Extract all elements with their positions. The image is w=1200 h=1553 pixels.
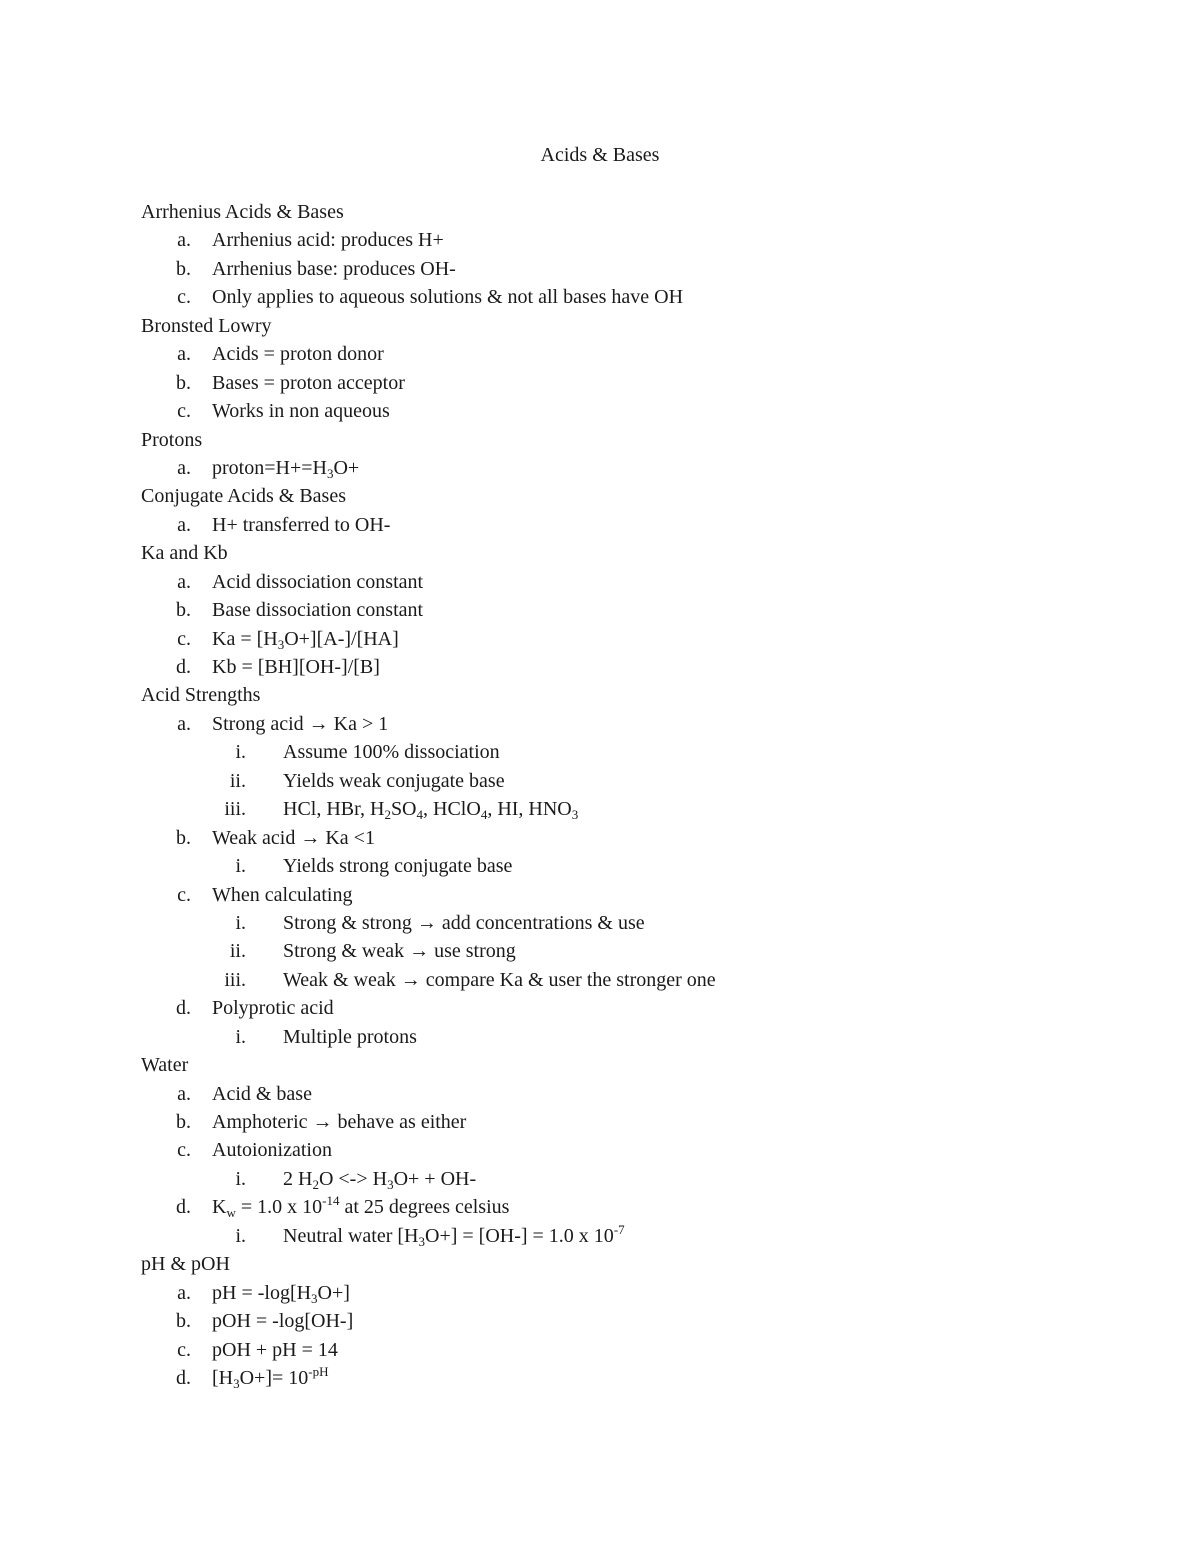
- list-item: [0, 340, 1200, 368]
- list-item-text: Base dissociation constant: [212, 599, 424, 622]
- text-run: , HI, HNO: [487, 798, 572, 821]
- list-item: [0, 1136, 1200, 1164]
- text-run: Ka = [H: [212, 627, 278, 650]
- list-marker: b.: [176, 1310, 191, 1333]
- list-item: [0, 881, 1200, 909]
- sub-list-item: [0, 937, 1200, 965]
- subscript: w: [226, 1205, 236, 1221]
- subscript: 3: [326, 465, 334, 481]
- subscript: 3: [277, 636, 285, 652]
- subscript: 3: [571, 807, 579, 823]
- list-item: [0, 1080, 1200, 1108]
- section-heading: Conjugate Acids & Bases: [141, 485, 346, 508]
- text-run: Neutral water [H: [283, 1224, 419, 1247]
- list-marker: a.: [177, 712, 191, 735]
- sub-list-item: [0, 852, 1200, 880]
- text-run: O <-> H: [318, 1167, 388, 1190]
- list-item-text: [212, 1279, 350, 1307]
- text-run: at 25 degrees celsius: [339, 1196, 510, 1219]
- section-heading: Ka and Kb: [141, 542, 228, 565]
- section-heading: Protons: [141, 428, 203, 451]
- section-heading-row: [0, 426, 1200, 454]
- text-run: [H: [212, 1366, 234, 1389]
- list-item-text: [283, 795, 578, 823]
- text-run: SO: [390, 798, 417, 821]
- list-marker: iii.: [224, 968, 246, 991]
- list-item-text: [283, 1222, 625, 1250]
- section-heading-row: [0, 681, 1200, 709]
- sub-list-item: [0, 1023, 1200, 1051]
- list-item: [0, 824, 1200, 852]
- list-item-text: [212, 625, 399, 653]
- section-heading-row: [0, 198, 1200, 226]
- section-heading-row: [0, 1250, 1200, 1278]
- list-marker: a.: [177, 343, 191, 366]
- section-heading-row: [0, 482, 1200, 510]
- text-run: O+: [333, 456, 360, 479]
- text-run: O+ + OH-: [393, 1167, 477, 1190]
- sub-list-item: [0, 1222, 1200, 1250]
- list-item-text: Bases = proton acceptor: [212, 371, 405, 394]
- text-run: proton=H+=H: [212, 456, 327, 479]
- list-marker: b.: [176, 599, 191, 622]
- section-heading-row: [0, 539, 1200, 567]
- subscript: 2: [312, 1176, 319, 1192]
- list-item: [0, 369, 1200, 397]
- subscript: 4: [416, 807, 424, 823]
- list-item-text: Works in non aqueous: [212, 400, 390, 423]
- subscript: 4: [480, 807, 488, 823]
- list-item: [0, 568, 1200, 596]
- text-run: 2 H: [283, 1167, 313, 1190]
- list-item: [0, 1279, 1200, 1307]
- document-body: [0, 198, 1200, 1392]
- list-item-text: [212, 454, 359, 482]
- list-marker: i.: [235, 855, 246, 878]
- list-item: [0, 1307, 1200, 1335]
- list-item-text: Acid & base: [212, 1082, 312, 1105]
- list-marker: a.: [177, 1281, 191, 1304]
- subscript: 3: [311, 1290, 318, 1306]
- list-marker: b.: [176, 371, 191, 394]
- list-item-text: Strong & weak → use strong: [283, 940, 516, 963]
- superscript: -pH: [308, 1363, 329, 1379]
- list-item-text: Multiple protons: [283, 1025, 417, 1048]
- list-item-text: Autoionization: [212, 1139, 332, 1162]
- superscript: -7: [613, 1221, 625, 1237]
- list-item-text: pOH + pH = 14: [212, 1338, 338, 1361]
- list-item-text: Amphoteric → behave as either: [212, 1111, 467, 1133]
- section-heading: Bronsted Lowry: [141, 314, 272, 337]
- section-heading-row: [0, 312, 1200, 340]
- list-item: [0, 625, 1200, 653]
- list-marker: ii.: [229, 940, 246, 963]
- list-item-text: [283, 1165, 476, 1193]
- text-run: O+]: [317, 1281, 350, 1304]
- list-item-text: H+ transferred to OH-: [212, 513, 391, 536]
- list-item: [0, 1336, 1200, 1364]
- text-run: O+][A-]/[HA]: [284, 627, 399, 650]
- list-marker: a.: [177, 513, 191, 536]
- sub-list-item: [0, 767, 1200, 795]
- list-item-text: [212, 1364, 329, 1392]
- list-item-text: Weak & weak → compare Ka & user the stronger one: [283, 968, 716, 991]
- list-item-text: Yields weak conjugate base: [283, 769, 505, 792]
- list-item-text: Acids = proton donor: [212, 343, 384, 366]
- list-item-text: Weak acid → Ka <1: [212, 826, 375, 849]
- list-marker: b.: [176, 1111, 191, 1133]
- list-marker: a.: [177, 1082, 191, 1105]
- list-marker: b.: [176, 826, 191, 849]
- list-item: [0, 1193, 1200, 1221]
- list-marker: ii.: [229, 769, 246, 792]
- list-marker: c.: [177, 883, 191, 906]
- list-marker: i.: [235, 1025, 246, 1048]
- list-item: [0, 226, 1200, 254]
- list-marker: c.: [177, 286, 191, 309]
- text-run: pH = -log[H: [212, 1281, 312, 1304]
- list-item: [0, 511, 1200, 539]
- text-run: = 1.0 x 10: [235, 1196, 323, 1219]
- list-marker: c.: [177, 1338, 191, 1361]
- list-marker: d.: [176, 1196, 191, 1219]
- list-item: [0, 710, 1200, 738]
- list-item: [0, 994, 1200, 1022]
- document-title: Acids & Bases: [540, 144, 660, 166]
- list-item-text: Polyprotic acid: [212, 997, 334, 1020]
- sub-list-item: [0, 738, 1200, 766]
- list-item: [0, 255, 1200, 283]
- sub-list-item: [0, 795, 1200, 823]
- list-marker: c.: [177, 1139, 191, 1162]
- subscript: 2: [384, 807, 391, 823]
- section-heading: pH & pOH: [141, 1253, 230, 1276]
- list-item-text: [212, 1193, 509, 1221]
- list-marker: iii.: [224, 798, 246, 821]
- list-item: [0, 596, 1200, 624]
- subscript: 3: [387, 1176, 394, 1192]
- sub-list-item: [0, 966, 1200, 994]
- list-item-text: Strong & strong → add concentrations & use: [283, 911, 645, 934]
- list-item-text: Arrhenius acid: produces H+: [212, 229, 444, 252]
- text-run: , HClO: [423, 798, 481, 821]
- list-marker: d.: [176, 1366, 191, 1389]
- sub-list-item: [0, 909, 1200, 937]
- list-item: [0, 653, 1200, 681]
- subscript: 3: [233, 1375, 240, 1391]
- list-item-text: pOH = -log[OH-]: [212, 1310, 354, 1333]
- list-marker: a.: [177, 456, 191, 479]
- text-run: O+]= 10: [239, 1366, 309, 1389]
- list-marker: c.: [177, 400, 191, 423]
- section-heading-row: [0, 1051, 1200, 1079]
- list-item: [0, 454, 1200, 482]
- list-item: [0, 1108, 1200, 1136]
- text-run: HCl, HBr, H: [283, 798, 385, 821]
- list-marker: i.: [235, 1224, 246, 1247]
- subscript: 3: [418, 1233, 425, 1249]
- section-heading: Acid Strengths: [141, 684, 261, 707]
- text-run: O+] = [OH-] = 1.0 x 10: [425, 1224, 614, 1247]
- list-marker: i.: [235, 1167, 246, 1190]
- list-marker: i.: [235, 741, 246, 764]
- list-item-text: Strong acid → Ka > 1: [212, 712, 389, 735]
- list-item-text: Acid dissociation constant: [212, 570, 424, 593]
- section-heading: Arrhenius Acids & Bases: [141, 201, 344, 223]
- list-marker: b.: [176, 257, 191, 280]
- list-marker: d.: [176, 656, 191, 678]
- list-item-text: Yields strong conjugate base: [283, 855, 513, 878]
- list-marker: a.: [177, 229, 191, 252]
- list-item-text: Kb = [BH][OH-]/[B]: [212, 656, 380, 678]
- section-heading: Water: [141, 1054, 189, 1077]
- list-item-text: When calculating: [212, 883, 353, 906]
- list-marker: d.: [176, 997, 191, 1020]
- list-marker: c.: [177, 627, 191, 650]
- list-item-text: Assume 100% dissociation: [283, 741, 500, 764]
- list-item-text: Arrhenius base: produces OH-: [212, 257, 456, 280]
- list-marker: i.: [235, 911, 246, 934]
- list-marker: a.: [177, 570, 191, 593]
- list-item: [0, 397, 1200, 425]
- text-run: K: [212, 1196, 227, 1219]
- list-item: [0, 283, 1200, 311]
- sub-list-item: [0, 1165, 1200, 1193]
- list-item: [0, 1364, 1200, 1392]
- list-item-text: Only applies to aqueous solutions & not all bases have OH: [212, 286, 684, 309]
- superscript: -14: [322, 1193, 340, 1209]
